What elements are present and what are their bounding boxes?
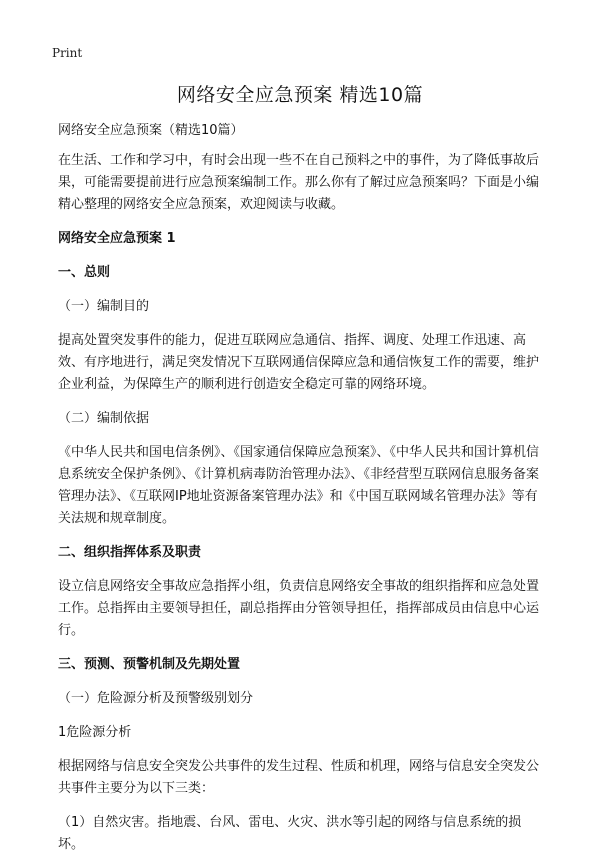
list-item-natural-disaster: （1）自然灾害。指地震、台风、雷电、火灾、洪水等引起的网络与信息系统的损坏。 (58, 815, 522, 852)
subsection-3-heading: （一）危险源分析及预警级别划分 (58, 691, 254, 706)
subsection-1-heading: （一）编制目的 (58, 299, 150, 314)
document-body (58, 120, 546, 856)
plan-heading: 网络安全应急预案 1 (58, 231, 176, 246)
subsection-1-paragraph: 提高处置突发事件的能力，促进互联网应急通信、指挥、调度、处理工作迅速、高效、有序地进行，满足突发情况下互联网通信保障应急和通信恢复工作的需要，维护企业利益，为保障生产的顺利进行创造安全稳定可靠的网络环境。 (58, 333, 540, 392)
section-2-heading: 二、组织指挥体系及职责 (58, 545, 202, 560)
print-label[interactable]: Print (52, 46, 83, 60)
section-2-paragraph: 设立信息网络安全事故应急指挥小组，负责信息网络安全事故的组织指挥和应急处置工作。总指挥由主要领导担任，副总指挥由分管领导担任，指挥部成员由信息中心运行。 (58, 579, 540, 638)
document-title: 网络安全应急预案 精选10篇 (176, 84, 424, 106)
subsection-2-paragraph: 《中华人民共和国电信条例》、《国家通信保障应急预案》、《中华人民共和国计算机信息系统安全保护条例》、《计算机病毒防治管理办法》、《非经营型互联网信息服务备案管理办法》、《互联网IP地址资源备案管理办法》和《中国互联网域名管理办法》等有关法规和规章制度。 (58, 445, 540, 526)
section-1-heading: 一、总则 (58, 265, 111, 280)
subsection-3-1-paragraph: 根据网络与信息安全突发公共事件的发生过程、性质和机理，网络与信息安全突发公共事件主要分为以下三类： (58, 759, 540, 796)
document-subtitle: 网络安全应急预案（精选10篇） (58, 123, 244, 138)
intro-paragraph: 在生活、工作和学习中，有时会出现一些不在自己预料之中的事件，为了降低事故后果，可能需要提前进行应急预案编制工作。那么你有了解过应急预案吗？下面是小编精心整理的网络安全应急预案，欢迎阅读与收藏。 (58, 153, 540, 212)
section-3-heading: 三、预测、预警机制及先期处置 (58, 657, 241, 672)
subsection-2-heading: （二）编制依据 (58, 411, 150, 426)
subsection-3-1-heading: 1危险源分析 (58, 725, 132, 740)
